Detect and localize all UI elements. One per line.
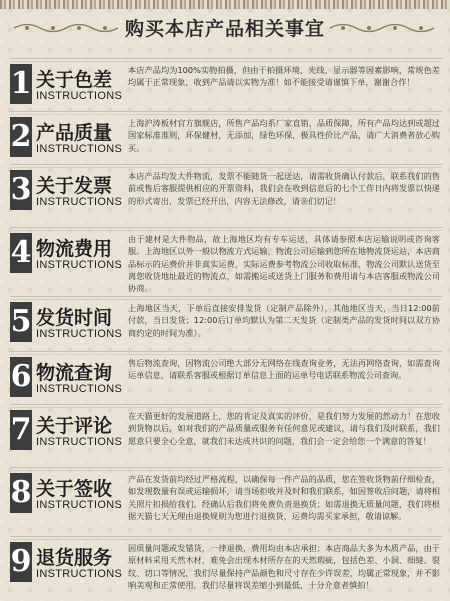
section-shipping-time	[10, 296, 442, 346]
section-text: 上海沪涛板材官方旗舰店，所售产品均系厂家直销、品质保障，所有产品均达到或超过国家标准准则，环保健材，无添加，绿色环保，极具性价比产品，请广大消费者放心购买。	[128, 118, 440, 153]
section-title: 关于色差	[36, 69, 113, 91]
section-color-difference	[10, 58, 442, 106]
section-text: 在天猫更好的发展道路上，您的肯定及真实的评价，是我们努力发展的然动力！在您收到货物以后，如对我们的产品质量或服务有任何意见或建议，请与我们及时联系，我们愿意只要全心全意，就我们未达成共识的问题，我们会一定会给您一个满意的答复！	[128, 411, 440, 446]
section-number: 8	[10, 473, 32, 513]
section-subtitle: INSTRUCTIONS	[36, 383, 123, 395]
instructions-list	[10, 58, 442, 601]
section-subtitle: INSTRUCTIONS	[36, 196, 123, 208]
section-number: 2	[10, 117, 32, 157]
section-product-quality	[10, 111, 442, 159]
section-title: 发货时间	[36, 307, 113, 329]
section-number: 4	[10, 233, 32, 273]
section-title: 关于发票	[36, 175, 113, 197]
section-return-service	[10, 536, 442, 596]
section-text: 由于建材是大件物品，故上海地区均有专车运送，具体请参照本店运输说明或咨询客服。上海地区以外一般以物流方式运输，物流公司运输到您所在地物流货运站，本店商品标示的运费价并非真实运费，实际运费参考物流公司收取标准，物流公司默认送货至离您收货地址最近的物流点，如需搬运或送货上门服务和费用请与本店客服或物流公司协商。	[128, 234, 440, 294]
header	[0, 0, 450, 52]
section-title: 物流费用	[36, 238, 113, 260]
section-logistics-fee	[10, 227, 442, 294]
decorative-border	[0, 0, 450, 9]
section-invoice	[10, 164, 442, 222]
section-number: 7	[10, 410, 32, 450]
section-title: 关于评论	[36, 415, 113, 437]
section-reviews	[10, 404, 442, 462]
section-subtitle: INSTRUCTIONS	[36, 499, 123, 511]
section-text: 产品在发货前均经过严格流程，以确保每一件产品的品质，您在签收货物前仔细检查，如发现数量有误或运输损坏，请当场拒收并及时和我们联系，如因签收后问题，请将相关照片扣损给我们，经确认后我们将免费负责退换货；如需退换无质量问题，我们将根据天猫七天无理由退换规则为您进行退换货，运费均需买家承担，敬请谅解。	[128, 474, 440, 521]
section-text: 上海地区当天，下单后直接安排发货（定制产品除外），其他地区当天，当日12:00前付款，当日发货；12:00后订单均默认为第二天发货（定制类产品的发货时间以双方协商约定的时间为准）。	[128, 303, 440, 338]
right-flourish-icon	[328, 20, 438, 36]
section-title: 产品质量	[36, 122, 113, 144]
section-title: 物流查询	[36, 362, 113, 384]
section-number: 6	[10, 357, 32, 397]
section-sign-receipt	[10, 467, 442, 531]
page-title: 购买本店产品相关事宜	[124, 18, 325, 40]
section-title: 关于签收	[36, 478, 113, 500]
section-logistics-query	[10, 351, 442, 399]
section-subtitle: INSTRUCTIONS	[36, 436, 123, 448]
section-subtitle: INSTRUCTIONS	[36, 259, 123, 271]
section-subtitle: INSTRUCTIONS	[36, 568, 123, 580]
section-subtitle: INSTRUCTIONS	[36, 328, 123, 340]
section-text: 售后物流查询，因物流公司绝大部分无网络在线查询业务，无法再网络查询，如需查询运单信息，请联系客服或根据订单信息上面的运单号电话联系物流公司查询。	[128, 358, 440, 381]
section-subtitle: INSTRUCTIONS	[36, 90, 123, 102]
section-subtitle: INSTRUCTIONS	[36, 143, 123, 155]
section-text: 本店产品均发大件物流，发票不能随货一起送达，请需收货确认付款后，联系我们的售前或售后客服提供相应的开票资料，我们会在收到信息后的七个工作日内将发票以快递的形式寄出，发票已经开出，内容无法修改，请亲们切记！	[128, 171, 440, 206]
section-text: 本店产品均为100%实物拍摄，但由于拍摄环境、光线、显示器等因素影响，常规色差均属于正常现象，收到产品请以实物为准！如不能接受请谨慎下单，谢谢合作！	[128, 65, 440, 88]
section-number: 3	[10, 170, 32, 210]
section-number: 1	[10, 64, 32, 104]
section-number: 5	[10, 302, 32, 342]
section-text: 因质量问题或发错货，一律退换，费用均由本店承担；本店商品大多为木质产品，由于原材料采用天然木材，难免会出现木材所存在的天然瑕疵，包括色差、小洞、细缝、裂纹、切口等情况，我们尽量保持产品颜色和尺寸存在少许误差，均属正常现象，并不影响美观和正常使用，我们尽量将误差缩小到最低，十分介意者慎拍！	[128, 543, 440, 590]
section-title: 退货服务	[36, 547, 113, 569]
section-number: 9	[10, 542, 32, 582]
